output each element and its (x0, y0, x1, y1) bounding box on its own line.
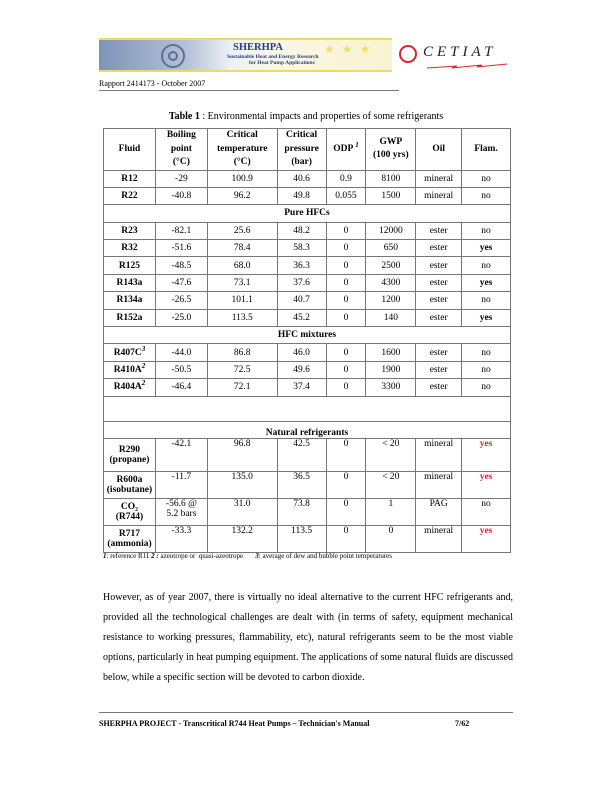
header-row (104, 129, 511, 171)
zigzag-icon (427, 63, 507, 69)
sherhpa-subtitle-1: Sustainable Heat and Energy Research (227, 54, 319, 60)
sherhpa-title: SHERHPA (233, 42, 283, 53)
table-row: R125 -48.5 68.0 36.3 0 2500 ester no (104, 257, 511, 274)
page-number: 7/62 (455, 719, 470, 728)
col-oil: Oil (416, 129, 462, 171)
cetiat-logo (397, 42, 517, 70)
sherhpa-subtitle-2: for Heat Pump Applications (249, 60, 315, 66)
section-row: HFC mixtures (104, 327, 511, 344)
table-row: $R410A^2$ -50.5 72.5 49.6 0 1900 ester no (104, 361, 511, 378)
stars-icon: ★ ★ ★ (324, 42, 373, 56)
table-row: R12 -29 100.9 40.6 0.9 8100 mineral no (104, 170, 511, 187)
footer-divider (99, 712, 513, 713)
table-row: R600a (isobutane) -11.7 135.0 36.5 0 < 20 mineral yes (104, 471, 511, 498)
col-critical-pressure: Critical pressure (bar) (277, 129, 326, 171)
col-odp: ODP $^1$ (326, 129, 366, 171)
table-row: R290 (propane) -42.1 96.8 42.5 0 < 20 mineral yes (104, 438, 511, 471)
table-row: R717 (ammonia) -33.3 132.2 113.5 0 0 mineral yes (104, 525, 511, 552)
cetiat-wordmark: CETIAT (423, 44, 497, 60)
col-boiling-point: Boiling point (°C) (155, 129, 207, 171)
sherhpa-logo (99, 38, 392, 72)
table-row: R143a -47.6 73.1 37.6 0 4300 ester yes (104, 274, 511, 291)
report-reference: Rapport 2414173 - October 2007 (99, 79, 206, 88)
table-footnote: 1: reference R11 2 : azeotrope or quasi-azeotrope 3: average of dew and bubble point temperatures (103, 552, 392, 560)
table-row: CO₂ (R744) -56.6 @ 5.2 bars 31.0 73.8 0 1 PAG no (104, 498, 511, 525)
table-row: $R407C^3$ -44.0 86.8 46.0 0 1600 ester no (104, 344, 511, 361)
table-row: R32 -51.6 78.4 58.3 0 650 ester yes (104, 240, 511, 257)
table-row: R152a -25.0 113.5 45.2 0 140 ester yes (104, 309, 511, 326)
table-row: R134a -26.5 101.1 40.7 0 1200 ester no (104, 292, 511, 309)
caption-label: Table 1 (168, 111, 200, 122)
caption-text: : Environmental impacts and properties of some refrigerants (199, 111, 444, 122)
body-paragraph: However, as of year 2007, there is virtually no ideal alternative to the current HFC refrigerants and, provided all the technological challenges are dealt with (in terms of safety, equipment mechanical resistance to working pressures, flammability, etc), natural refrigerants seem to be the most viable options, particularly in heat pumping equipment. The applications of some natural fluids are discussed below, while a specific section will be devoted to carbon dioxide. (103, 592, 513, 683)
table-row: $R404A^2$ -46.4 72.1 37.4 0 3300 ester no (104, 379, 511, 396)
col-fluid: Fluid (104, 129, 156, 171)
refrigerants-table (103, 128, 511, 553)
section-row: Natural refrigerants (104, 421, 511, 438)
col-flam: Flam. (462, 129, 511, 171)
section-row: Pure HFCs (104, 205, 511, 222)
table-row: R23 -82.1 25.6 48.2 0 12000 ester no (104, 222, 511, 239)
table-caption (0, 111, 612, 122)
spacer-row (104, 396, 511, 421)
spiral-icon (161, 44, 185, 68)
footer-title: SHERPHA PROJECT - Transcritical R744 Heat Pumps – Technician's Manual (99, 719, 370, 728)
cetiat-ring-icon (399, 45, 417, 63)
col-gwp: GWP (100 yrs) (366, 129, 416, 171)
page-header (99, 38, 513, 88)
col-critical-temperature: Critical temperature (°C) (207, 129, 277, 171)
table-row: R22 -40.8 96.2 49.8 0.055 1500 mineral no (104, 187, 511, 204)
header-divider (99, 90, 399, 91)
